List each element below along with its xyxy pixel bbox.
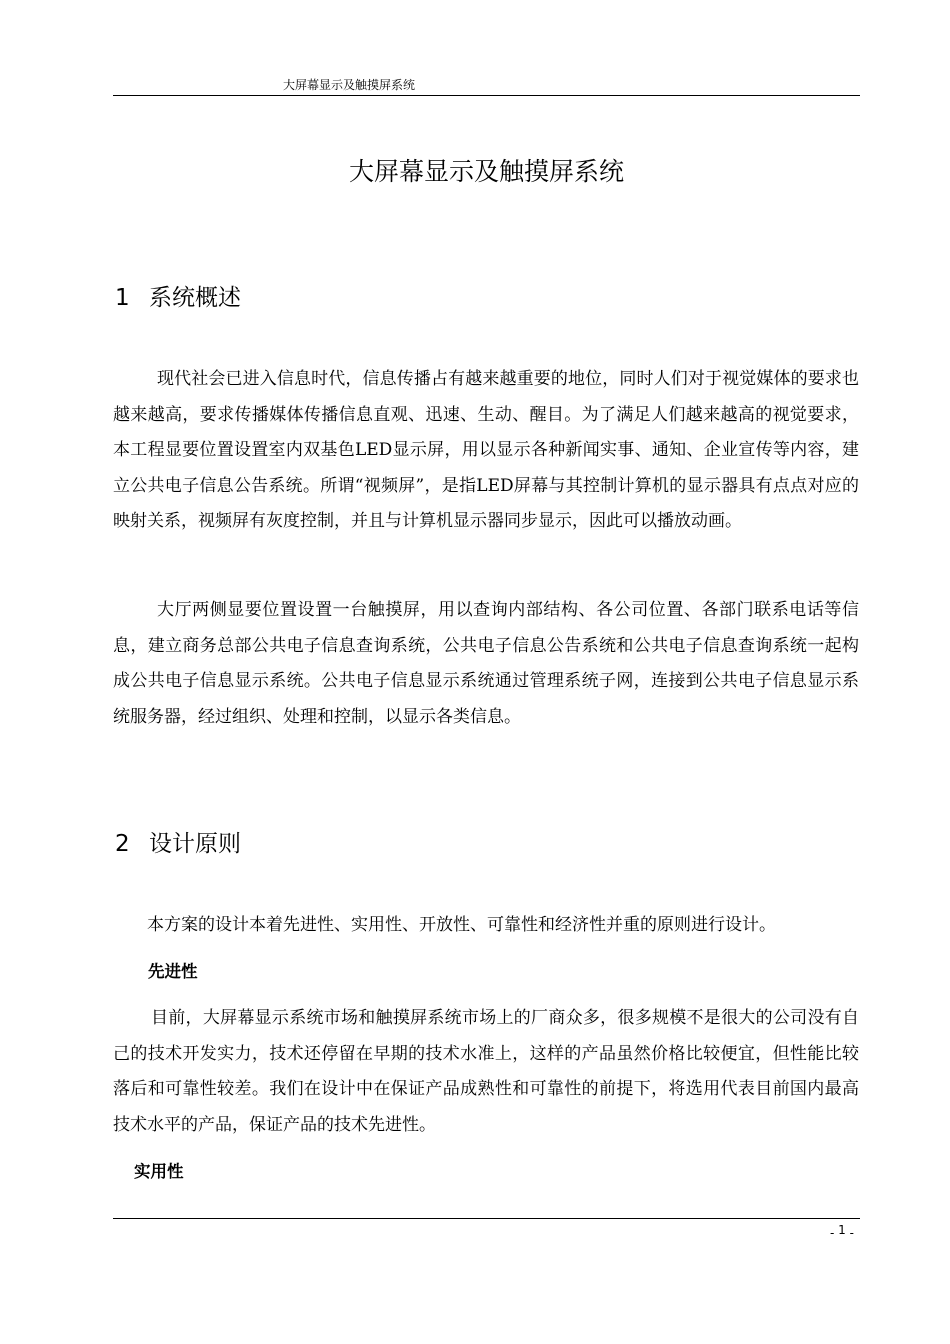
section-1-number: 1	[115, 285, 130, 311]
footer-rule	[113, 1218, 860, 1219]
section-2-intro: 本方案的设计本着先进性、实用性、开放性、可靠性和经济性并重的原则进行设计。	[147, 915, 776, 935]
section-2-heading	[115, 830, 241, 858]
page-number-prefix: -	[830, 1226, 835, 1240]
section-1-paragraph-2: 大厅两侧显要位置设置一台触摸屏，用以查询内部结构、各公司位置、各部门联系电话等信息，建立商务总部公共电子信息查询系统，公共电子信息公告系统和公共电子信息查询系统一起构成公共电子信息显示系统。公共电子信息显示系统通过管理系统子网，连接到公共电子信息显示系统服务器，经过组织、处理和控制，以显示各类信息。	[113, 600, 859, 727]
subsection-practical-heading: 实用性	[134, 1162, 184, 1181]
page-number	[830, 1223, 854, 1240]
header-rule	[113, 95, 860, 96]
page-number-suffix: -	[849, 1226, 854, 1240]
section-2-title: 设计原则	[149, 831, 241, 857]
section-2-number: 2	[115, 831, 130, 857]
document-title: 大屏幕显示及触摸屏系统	[348, 157, 624, 186]
page-number-value: 1	[838, 1223, 846, 1237]
section-1-paragraph-1: 现代社会已进入信息时代，信息传播占有越来越重要的地位，同时人们对于视觉媒体的要求也越来越高，要求传播媒体传播信息直观、迅速、生动、醒目。为了满足人们越来越高的视觉要求，本工程显要位置设置室内双基色LED显示屏，用以显示各种新闻实事、通知、企业宣传等内容，建立公共电子信息公告系统。所谓“视频屏”，是指LED屏幕与其控制计算机的显示器具有点点对应的映射关系，视频屏有灰度控制，并且与计算机显示器同步显示，因此可以播放动画。	[113, 369, 859, 531]
running-header: 大屏幕显示及触摸屏系统	[283, 78, 416, 92]
section-1-title: 系统概述	[149, 285, 241, 311]
subsection-advanced-heading: 先进性	[148, 962, 198, 981]
subsection-advanced-paragraph: 目前，大屏幕显示系统市场和触摸屏系统市场上的厂商众多，很多规模不是很大的公司没有自己的技术开发实力，技术还停留在早期的技术水准上，这样的产品虽然价格比较便宜，但性能比较落后和可靠性较差。我们在设计中在保证产品成熟性和可靠性的前提下，将选用代表目前国内最高技术水平的产品，保证产品的技术先进性。	[113, 1008, 859, 1135]
section-1-heading	[115, 284, 241, 312]
